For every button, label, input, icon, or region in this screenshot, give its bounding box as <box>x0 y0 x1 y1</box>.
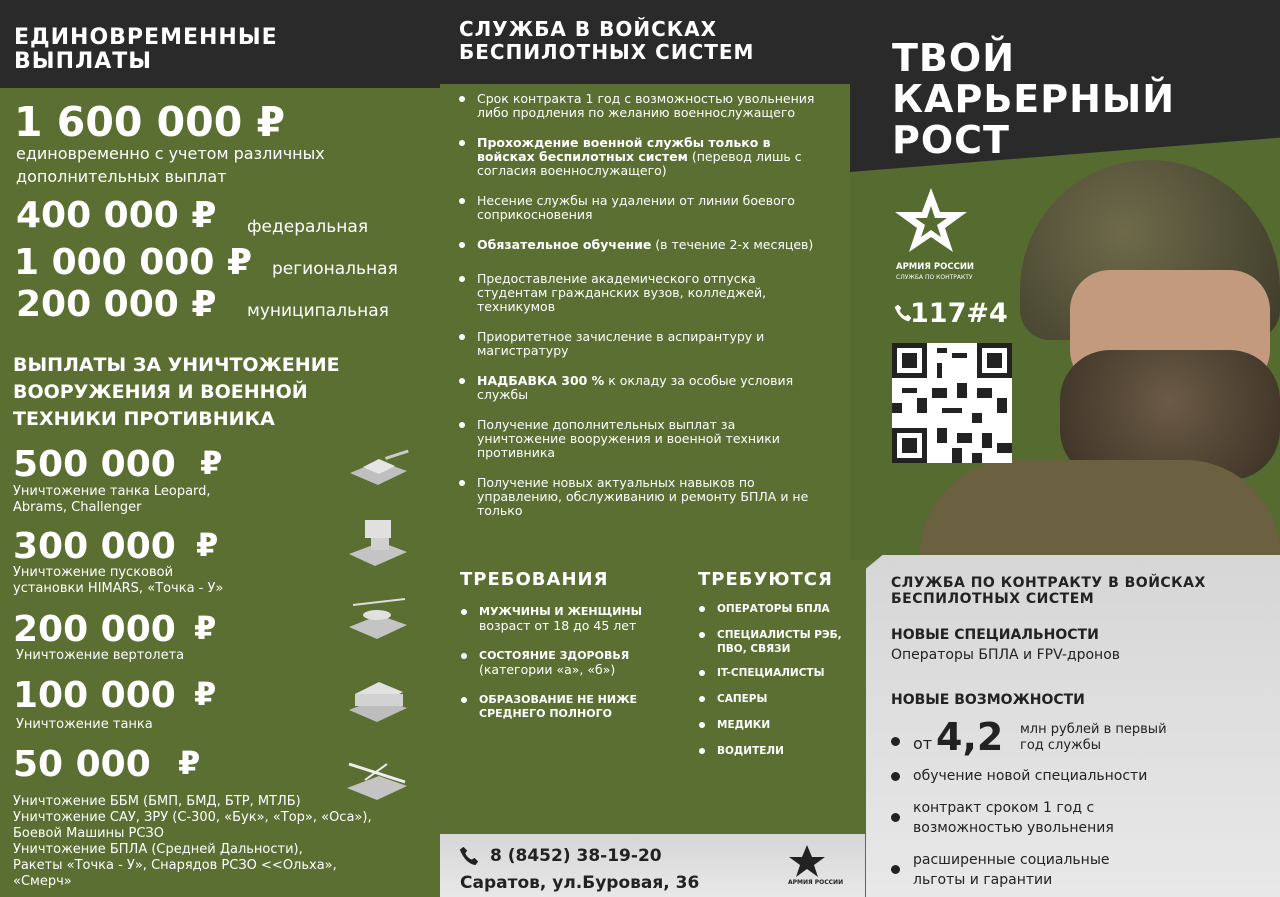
destroy-currency-3: ₽ <box>194 609 217 647</box>
destroy-desc-5-line-3: Боевой Машины РСЗО <box>13 826 164 841</box>
new-specialties-text: Операторы БПЛА и FPV-дронов <box>891 647 1121 663</box>
destroy-desc-2: Уничтожение пусковой установки HIMARS, «Точка - У» <box>13 565 224 596</box>
opportunity-item: расширенные социальные льготы и гарантии <box>913 852 1110 888</box>
short-number[interactable]: 117#4 <box>910 298 1008 329</box>
regional-amount: 1 000 000 ₽ <box>14 242 252 283</box>
destroy-amount-5: 50 000 <box>13 744 151 785</box>
destroy-currency-1: ₽ <box>200 444 223 482</box>
needed-item: ОПЕРАТОРЫ БПЛА <box>697 602 842 616</box>
middle-title: СЛУЖБА В ВОЙСКАХ БЕСПИЛОТНЫХ СИСТЕМ <box>459 17 755 64</box>
army-logo-title: АРМИЯ РОССИИ <box>896 262 975 272</box>
requirements-list <box>459 605 659 737</box>
destroy-desc-3: Уничтожение вертолета <box>16 648 185 663</box>
municipal-label: муниципальная <box>247 301 389 321</box>
launcher-icon <box>345 516 411 568</box>
destroy-desc-4: Уничтожение танка <box>16 717 153 732</box>
needed-title: ТРЕБУЮТСЯ <box>698 569 833 590</box>
needed-list <box>697 602 842 774</box>
career-headline: ТВОЙ КАРЬЕРНЫЙ РОСТ <box>892 36 1176 162</box>
salary-value: 4,2 <box>936 715 1004 759</box>
phone-icon <box>458 845 480 867</box>
destroy-currency-5: ₽ <box>178 744 201 782</box>
benefits-list <box>457 92 817 534</box>
destroy-title: ВЫПЛАТЫ ЗА УНИЧТОЖЕНИЕ ВООРУЖЕНИЯ И ВОЕННОЙ ТЕХНИКИ ПРОТИВНИКА <box>13 354 340 430</box>
contact-phone[interactable]: 8 (8452) 38-19-20 <box>490 846 662 866</box>
new-opportunities-title: НОВЫЕ ВОЗМОЖНОСТИ <box>891 692 1085 708</box>
army-logo-subtitle: СЛУЖБА ПО КОНТРАКТУ <box>896 274 973 281</box>
bullet-dot <box>891 772 900 781</box>
contract-panel-title: СЛУЖБА ПО КОНТРАКТУ В ВОЙСКАХ БЕСПИЛОТНЫХ СИСТЕМ <box>891 575 1206 607</box>
new-specialties-title: НОВЫЕ СПЕЦИАЛЬНОСТИ <box>891 627 1099 643</box>
destroy-currency-4: ₽ <box>194 675 217 713</box>
needed-item: МЕДИКИ <box>697 718 842 732</box>
needed-item: ВОДИТЕЛИ <box>697 744 842 758</box>
destroy-desc-5-line-2: Уничтожение САУ, ЗРУ (С-300, «Бук», «Тор», «Оса»), <box>13 810 372 825</box>
requirement-item: СОСТОЯНИЕ ЗДОРОВЬЯ (категории «а», «б») <box>459 649 659 677</box>
benefit-item: Обязательное обучение (в течение 2-х месяцев) <box>457 238 817 252</box>
main-amount-desc: единовременно с учетом различных дополнительных выплат <box>16 144 325 186</box>
salary-prefix: от <box>913 734 933 753</box>
benefit-item: Срок контракта 1 год с возможностью увольнения либо продления по желанию военнослужащего <box>457 92 817 120</box>
municipal-amount: 200 000 ₽ <box>16 284 217 325</box>
destroy-amount-2: 300 000 <box>13 526 176 567</box>
main-amount: 1 600 000 ₽ <box>14 98 286 146</box>
destroy-desc-5-line-4: Уничтожение БПЛА (Средней Дальности), <box>13 842 303 857</box>
destroy-desc-1: Уничтожение танка Leopard, Abrams, Challenger <box>13 484 211 515</box>
tank-icon <box>345 447 411 487</box>
benefit-item: Прохождение военной службы только в войсках беспилотных систем (перевод лишь с согласия военнослужащего) <box>457 136 817 178</box>
federal-amount: 400 000 ₽ <box>16 195 217 236</box>
bullet-dot <box>891 813 900 822</box>
apc-icon <box>345 674 411 726</box>
salary-desc: млн рублей в первый год службы <box>1020 722 1167 753</box>
destroy-currency-2: ₽ <box>196 526 219 564</box>
requirement-item: ОБРАЗОВАНИЕ НЕ НИЖЕ СРЕДНЕГО ПОЛНОГО <box>459 693 659 721</box>
benefit-item: Предоставление академического отпуска студентам гражданских вузов, колледжей, техникумов <box>457 272 817 314</box>
contact-address: Саратов, ул.Буровая, 36 <box>460 873 700 893</box>
destroy-amount-4: 100 000 <box>13 675 176 716</box>
bullet-dot <box>891 865 900 874</box>
needed-item: САПЕРЫ <box>697 692 842 706</box>
requirement-item: МУЖЧИНЫ И ЖЕНЩИНЫ возраст от 18 до 45 лет <box>459 605 659 633</box>
needed-item: IT-СПЕЦИАЛИСТЫ <box>697 666 842 680</box>
qr-code[interactable] <box>892 343 1012 463</box>
regional-label: региональная <box>272 259 398 279</box>
soldier-photo <box>1000 160 1280 555</box>
needed-item: СПЕЦИАЛИСТЫ РЭБ, ПВО, СВЯЗИ <box>697 628 842 656</box>
benefit-item: Приоритетное зачисление в аспирантуру и магистратуру <box>457 330 817 358</box>
destroy-amount-3: 200 000 <box>13 609 176 650</box>
requirements-title: ТРЕБОВАНИЯ <box>460 569 609 590</box>
federal-label: федеральная <box>247 217 369 237</box>
destroy-desc-5-line-5: Ракеты «Точка - У», Снарядов РСЗО <<Ольха», «Смерч» <box>13 858 337 889</box>
bullet-dot <box>891 737 900 746</box>
footer-logo-text: АРМИЯ РОССИИ <box>788 879 844 886</box>
opportunity-item: контракт сроком 1 год с возможностью увольнения <box>913 800 1114 836</box>
army-star-logo <box>893 188 969 254</box>
destroy-desc-5-line-1: Уничтожение ББМ (БМП, БМД, БТР, МТЛБ) <box>13 794 301 809</box>
helicopter-icon <box>345 593 411 643</box>
opportunity-item: обучение новой специальности <box>913 768 1148 784</box>
destroy-desc-5 <box>13 794 393 890</box>
benefit-item: НАДБАВКА 300 % к окладу за особые условия службы <box>457 374 817 402</box>
benefit-item: Несение службы на удалении от линии боевого соприкосновения <box>457 194 817 222</box>
army-star-logo-small <box>787 845 827 879</box>
lump-sum-title: ЕДИНОВРЕМЕННЫЕ ВЫПЛАТЫ <box>14 25 278 74</box>
destroy-amount-1: 500 000 <box>13 444 176 485</box>
benefit-item: Получение дополнительных выплат за уничтожение вооружения и военной техники противника <box>457 418 817 460</box>
soldier-uniform <box>920 460 1280 555</box>
benefit-item: Получение новых актуальных навыков по управлению, обслуживанию и ремонту БПЛА и не только <box>457 476 817 518</box>
